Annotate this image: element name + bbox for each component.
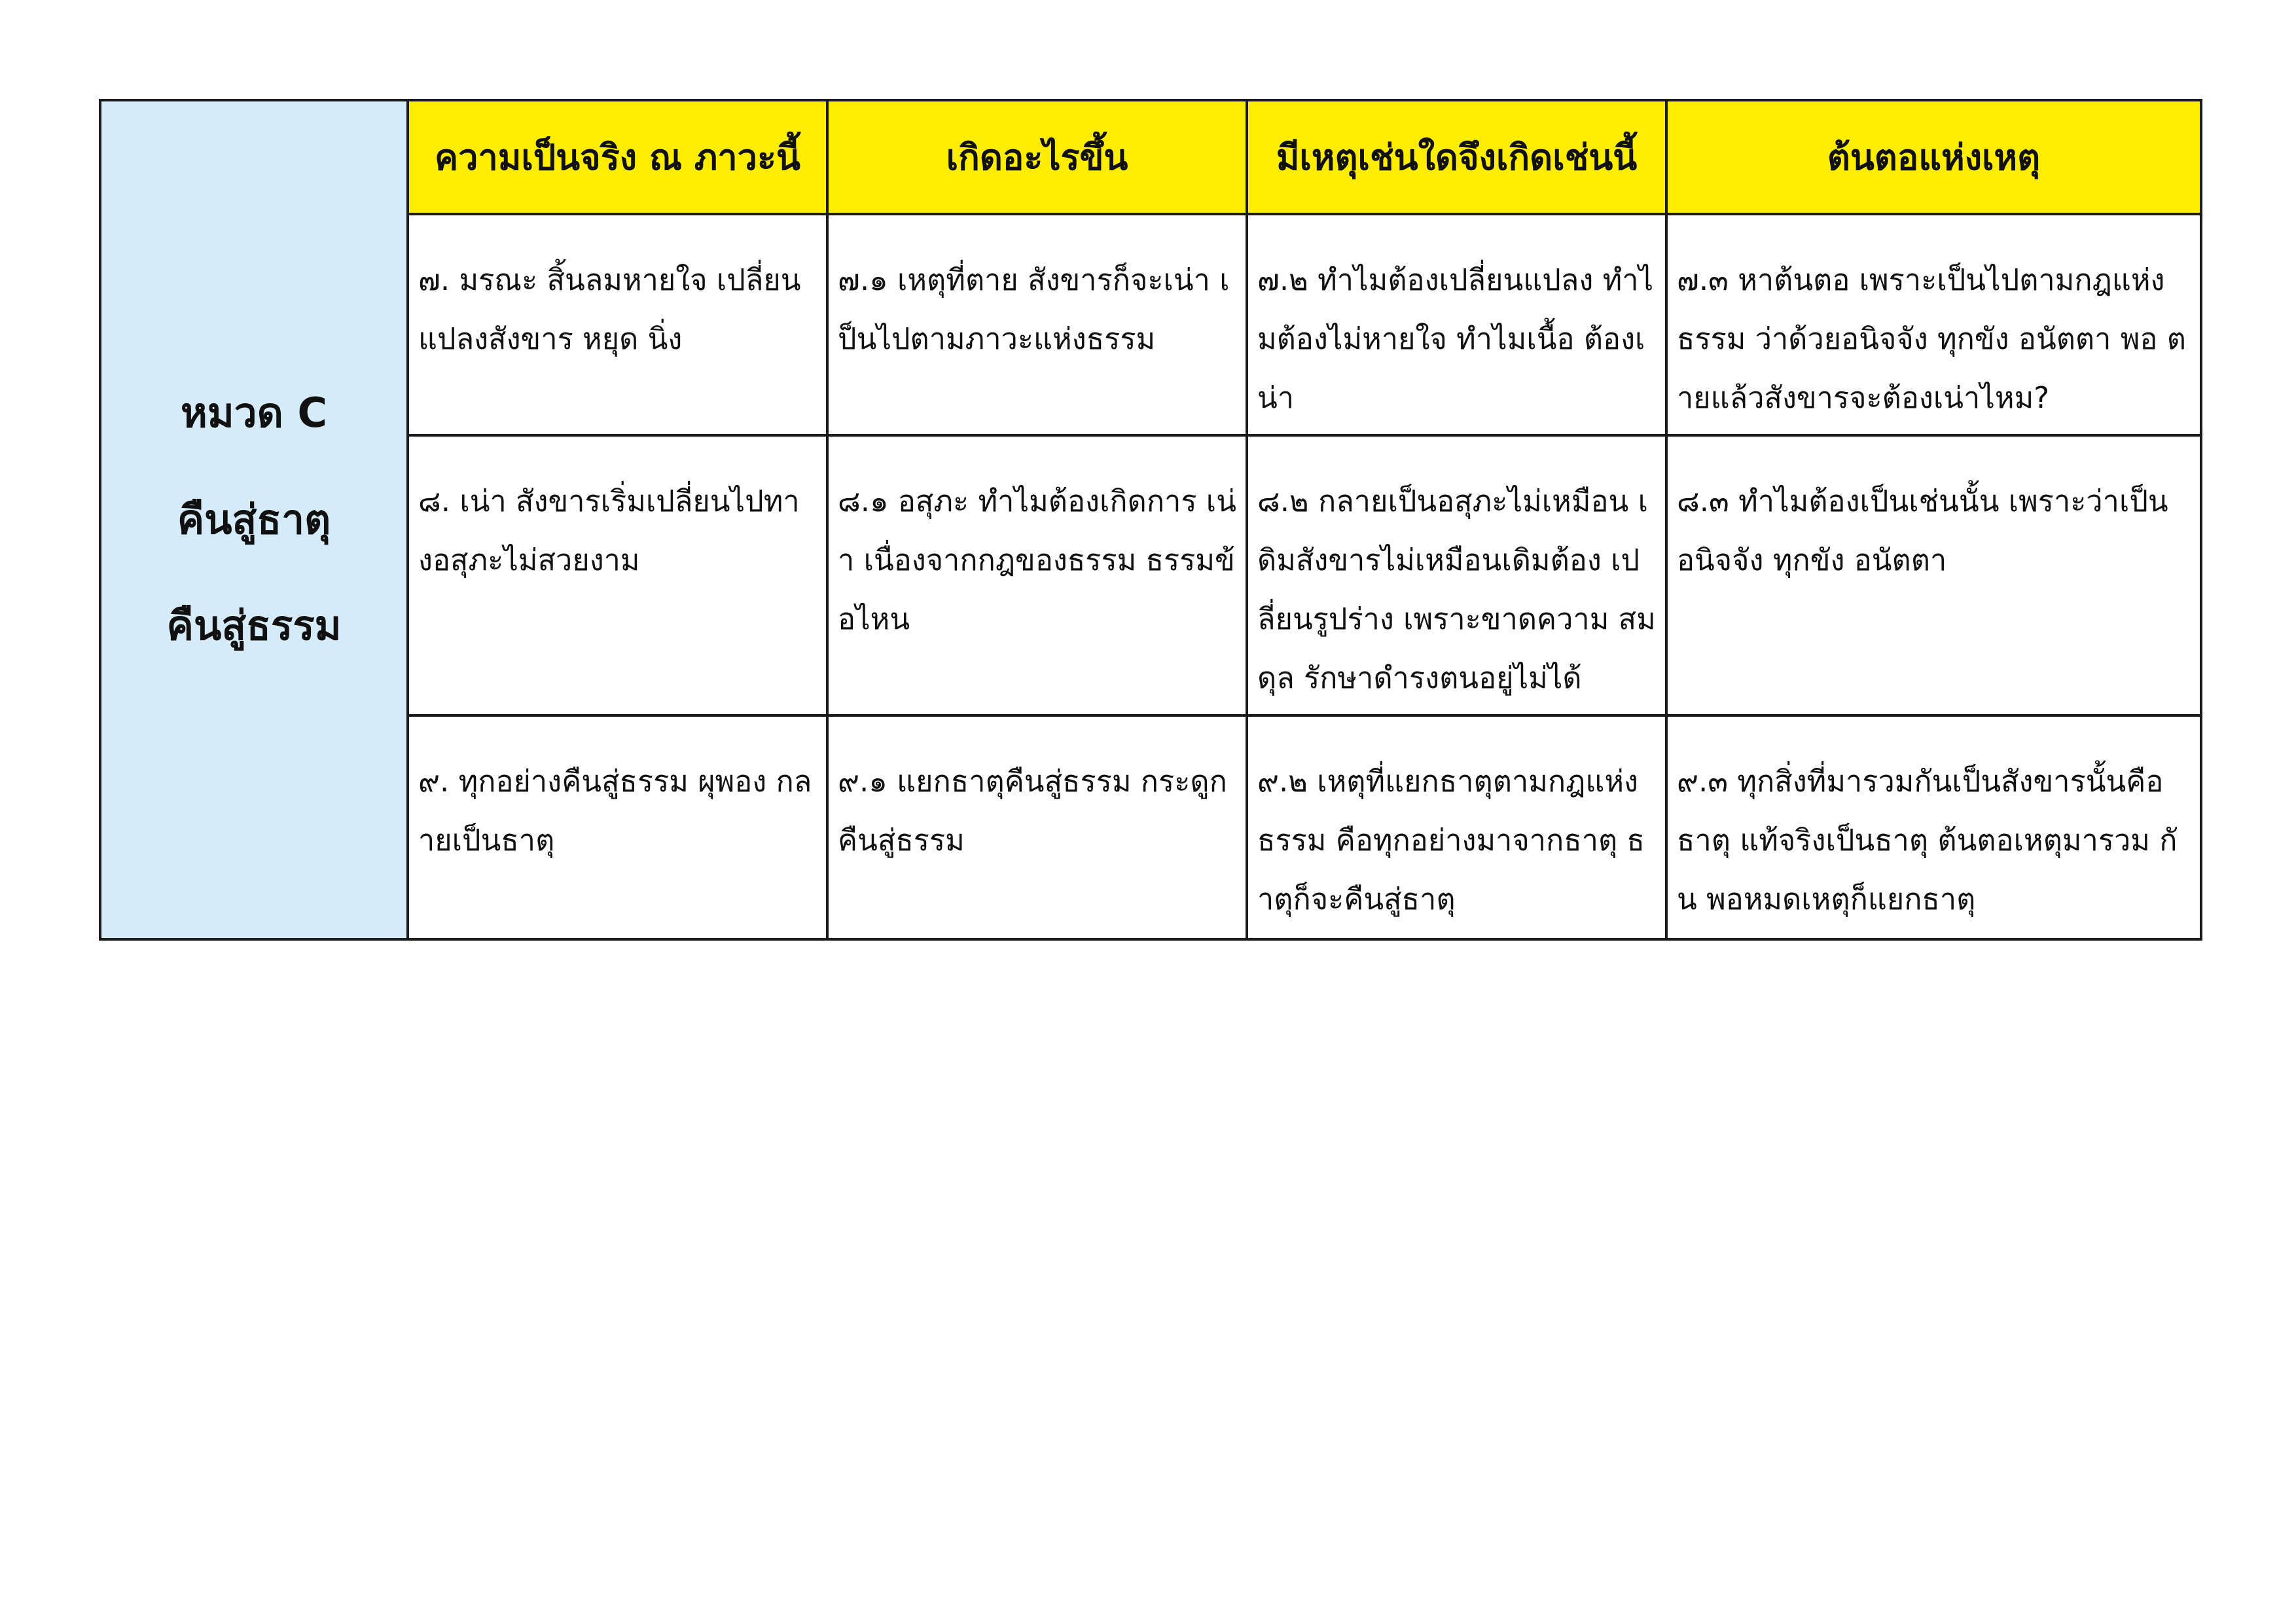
column-header-what-happened: เกิดอะไรขึ้น xyxy=(827,100,1247,214)
table-row xyxy=(100,214,2201,435)
cell-what-happened: ๘.๑ อสุภะ ทำไมต้องเกิดการ เน่า เนื่องจากกฎของธรรม ธรรมข้อไหน xyxy=(827,435,1247,715)
cell-reality: ๘. เน่า สังขารเริ่มเปลี่ยนไปทา งอสุภะไม่สวยงาม xyxy=(408,435,827,715)
category-subtitle-2: คืนสู่ธรรม xyxy=(166,602,342,650)
category-label-cell xyxy=(100,100,408,939)
cell-root-cause: ๗.๓ หาต้นตอ เพราะเป็นไปตามกฎแห่ง ธรรม ว่าด้วยอนิจจัง ทุกขัง อนัตตา พอ ตายแล้วสังขารจะต้องเน่าไหม? xyxy=(1666,214,2201,435)
category-c-table xyxy=(99,99,2202,941)
column-header-cause: มีเหตุเช่นใดจึงเกิดเช่นนี้ xyxy=(1247,100,1666,214)
cell-root-cause: ๙.๓ ทุกสิ่งที่มารวมกันเป็นสังขารนั้นคือ ธาตุ แท้จริงเป็นธาตุ ต้นตอเหตุมารวม กัน พอหมดเหตุก็แยกธาตุ xyxy=(1666,715,2201,939)
table-row xyxy=(100,435,2201,715)
category-subtitle-1: คืนสู่ธาตุ xyxy=(177,495,331,543)
table-row xyxy=(100,715,2201,939)
cell-cause: ๘.๒ กลายเป็นอสุภะไม่เหมือน เดิมสังขารไม่เหมือนเดิมต้อง เปลี่ยนรูปร่าง เพราะขาดความ สมดุล รักษาดำรงตนอยู่ไม่ได้ xyxy=(1247,435,1666,715)
cell-root-cause: ๘.๓ ทำไมต้องเป็นเช่นนั้น เพราะว่าเป็น อนิจจัง ทุกขัง อนัตตา xyxy=(1666,435,2201,715)
cell-cause: ๗.๒ ทำไมต้องเปลี่ยนแปลง ทำไมต้องไม่หายใจ ทำไมเนื้อ ต้องเน่า xyxy=(1247,214,1666,435)
cell-reality: ๗. มรณะ สิ้นลมหายใจ เปลี่ยนแปลงสังขาร หยุด นิ่ง xyxy=(408,214,827,435)
cell-what-happened: ๙.๑ แยกธาตุคืนสู่ธรรม กระดูก คืนสู่ธรรม xyxy=(827,715,1247,939)
column-header-reality: ความเป็นจริง ณ ภาวะนี้ xyxy=(408,100,827,214)
category-title: หมวด C xyxy=(181,389,327,437)
column-header-root-cause: ต้นตอแห่งเหตุ xyxy=(1666,100,2201,214)
cell-reality: ๙. ทุกอย่างคืนสู่ธรรม ผุพอง กลายเป็นธาตุ xyxy=(408,715,827,939)
cell-what-happened: ๗.๑ เหตุที่ตาย สังขารก็จะเน่า เป็นไปตามภาวะแห่งธรรม xyxy=(827,214,1247,435)
header-row xyxy=(100,100,2201,214)
cell-cause: ๙.๒ เหตุที่แยกธาตุตามกฎแห่ง ธรรม คือทุกอย่างมาจากธาตุ ธาตุก็จะคืนสู่ธาตุ xyxy=(1247,715,1666,939)
